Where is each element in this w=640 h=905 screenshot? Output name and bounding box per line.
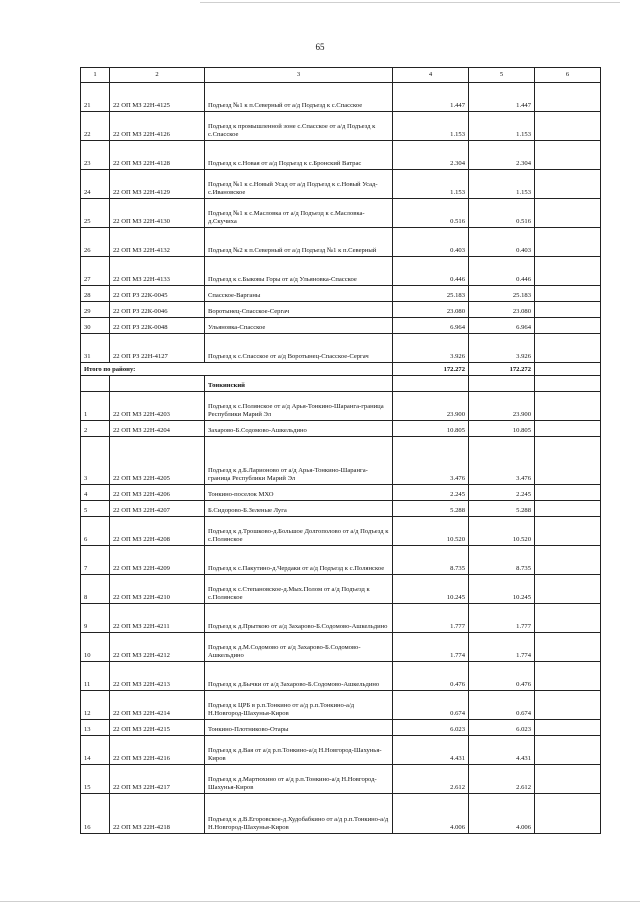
road-name-cell: Подъезд №1 к с.Масловка от а/д Подъезд к с.Масловка-д.Скучиха xyxy=(205,199,393,228)
length-cell: 5.288 xyxy=(393,501,469,517)
table-row xyxy=(81,83,601,112)
row-number-cell: 5 xyxy=(81,501,110,517)
length-cell: 0.476 xyxy=(393,662,469,691)
row-number-cell: 11 xyxy=(81,662,110,691)
road-name-cell: Подъезд к д.В.Егоровское-д.Худобабкино от а/д р.п.Тонкино-а/д Н.Новгород-Шахунья-Киров xyxy=(205,794,393,834)
length-cell: 1.447 xyxy=(393,83,469,112)
road-name-cell: Воротынец-Спасское-Сергач xyxy=(205,302,393,318)
length-cell: 0.674 xyxy=(393,691,469,720)
row-number-cell: 10 xyxy=(81,633,110,662)
road-name-cell: Подъезд к д.М.Содомово от а/д Захарово-Б.Содомово-Ашкельдино xyxy=(205,633,393,662)
note-cell xyxy=(535,392,601,421)
road-name-cell: Подъезд к промышленной зоне с.Спасское от а/д Подъезд к с.Спасское xyxy=(205,112,393,141)
length-cell: 23.080 xyxy=(393,302,469,318)
header-cell: 6 xyxy=(535,68,601,83)
row-number-cell: 7 xyxy=(81,546,110,575)
road-code-cell: 22 ОП МЗ 22Н-4217 xyxy=(110,765,205,794)
note-cell xyxy=(535,501,601,517)
note-cell xyxy=(535,318,601,334)
road-code-cell: 22 ОП МЗ 22Н-4216 xyxy=(110,736,205,765)
table-row xyxy=(81,334,601,363)
note-cell xyxy=(535,662,601,691)
table-row xyxy=(81,318,601,334)
road-code-cell: 22 ОП МЗ 22Н-4214 xyxy=(110,691,205,720)
length-total-cell: 10.805 xyxy=(469,421,535,437)
note-cell xyxy=(535,765,601,794)
row-number-cell: 14 xyxy=(81,736,110,765)
table-row xyxy=(81,765,601,794)
length-cell: 2.612 xyxy=(393,765,469,794)
table-row xyxy=(81,633,601,662)
table-row xyxy=(81,691,601,720)
road-code-cell: 22 ОП МЗ 22Н-4133 xyxy=(110,257,205,286)
note-cell xyxy=(535,257,601,286)
district-total-row xyxy=(81,363,601,376)
road-name-cell: Подъезд к с.Новая от а/д Подъезд к с.Бронский Ватрас xyxy=(205,141,393,170)
length-total-cell: 23.080 xyxy=(469,302,535,318)
road-name-cell: Подъезд к с.Быковы Горы от а/д Ульяновка-Спасское xyxy=(205,257,393,286)
road-code-cell: 22 ОП МЗ 22Н-4128 xyxy=(110,141,205,170)
table-row xyxy=(81,794,601,834)
length-cell: 10.805 xyxy=(393,421,469,437)
road-code-cell: 22 ОП МЗ 22Н-4209 xyxy=(110,546,205,575)
length-total-cell: 3.926 xyxy=(469,334,535,363)
road-code-cell: 22 ОП МЗ 22Н-4204 xyxy=(110,421,205,437)
row-number-cell: 1 xyxy=(81,392,110,421)
roads-table xyxy=(80,67,601,834)
length-total-cell: 25.183 xyxy=(469,286,535,302)
row-number-cell: 3 xyxy=(81,437,110,485)
header-cell: 2 xyxy=(110,68,205,83)
length-total-cell: 23.900 xyxy=(469,392,535,421)
empty-cell xyxy=(110,376,205,392)
length-cell: 4.006 xyxy=(393,794,469,834)
road-name-cell: Подъезд к д.Прыткою от а/д Захарово-Б.Содомово-Ашкельдино xyxy=(205,604,393,633)
row-number-cell: 28 xyxy=(81,286,110,302)
row-number-cell: 25 xyxy=(81,199,110,228)
road-name-cell: Подъезд к д.Вая от а/д р.п.Тонкино-а/д Н.Новгород-Шахунья-Киров xyxy=(205,736,393,765)
table-row xyxy=(81,662,601,691)
table-row xyxy=(81,228,601,257)
note-cell xyxy=(535,691,601,720)
table-row xyxy=(81,736,601,765)
row-number-cell: 21 xyxy=(81,83,110,112)
row-number-cell: 2 xyxy=(81,421,110,437)
length-cell: 1.153 xyxy=(393,112,469,141)
note-cell xyxy=(535,228,601,257)
note-cell xyxy=(535,485,601,501)
length-total-cell: 8.735 xyxy=(469,546,535,575)
road-name-cell: Подъезд №2 к п.Северный от а/д Подъезд №1 к п.Северный xyxy=(205,228,393,257)
row-number-cell: 22 xyxy=(81,112,110,141)
note-cell xyxy=(535,794,601,834)
road-code-cell: 22 ОП МЗ 22Н-4203 xyxy=(110,392,205,421)
length-total-cell: 0.674 xyxy=(469,691,535,720)
road-name-cell: Подъезд к с.Пакутино-д.Чердаки от а/д Подъезд к с.Полянское xyxy=(205,546,393,575)
note-cell xyxy=(535,437,601,485)
length-cell: 0.516 xyxy=(393,199,469,228)
length-cell: 6.023 xyxy=(393,720,469,736)
road-name-cell: Подъезд к д.Мартюхино от а/д р.п.Тонкино-а/д Н.Новгород-Шахунья-Киров xyxy=(205,765,393,794)
table-row xyxy=(81,257,601,286)
page-number: 65 xyxy=(315,42,325,52)
road-code-cell: 22 ОП МЗ 22Н-4213 xyxy=(110,662,205,691)
header-cell: 1 xyxy=(81,68,110,83)
length-cell: 2.304 xyxy=(393,141,469,170)
note-cell xyxy=(535,141,601,170)
note-cell xyxy=(535,199,601,228)
length-total-cell: 5.288 xyxy=(469,501,535,517)
length-total-cell: 2.304 xyxy=(469,141,535,170)
length-cell: 3.476 xyxy=(393,437,469,485)
note-cell xyxy=(535,286,601,302)
note-cell xyxy=(535,421,601,437)
length-cell: 1.774 xyxy=(393,633,469,662)
road-code-cell: 22 ОП МЗ 22Н-4132 xyxy=(110,228,205,257)
road-code-cell: 22 ОП МЗ 22Н-4125 xyxy=(110,83,205,112)
road-name-cell: Спасское-Варганы xyxy=(205,286,393,302)
header-cell: 4 xyxy=(393,68,469,83)
table-row xyxy=(81,546,601,575)
note-cell xyxy=(535,633,601,662)
length-cell: 25.183 xyxy=(393,286,469,302)
row-number-cell: 16 xyxy=(81,794,110,834)
road-code-cell: 22 ОП МЗ 22Н-4208 xyxy=(110,517,205,546)
table-row xyxy=(81,485,601,501)
road-code-cell: 22 ОП МЗ 22Н-4207 xyxy=(110,501,205,517)
table-row xyxy=(81,302,601,318)
scan-artifact-top xyxy=(200,2,620,3)
table-row xyxy=(81,501,601,517)
row-number-cell: 13 xyxy=(81,720,110,736)
note-cell xyxy=(535,720,601,736)
table-row xyxy=(81,517,601,546)
length-cell: 6.964 xyxy=(393,318,469,334)
header-cell: 3 xyxy=(205,68,393,83)
length-cell: 23.900 xyxy=(393,392,469,421)
road-name-cell: Подъезд к с.Полянское от а/д Арья-Тонкино-Шаранга-граница Республики Марий Эл xyxy=(205,392,393,421)
row-number-cell: 12 xyxy=(81,691,110,720)
row-number-cell: 24 xyxy=(81,170,110,199)
table-row xyxy=(81,286,601,302)
district-total-label: Итого по району: xyxy=(81,363,393,376)
length-cell: 0.403 xyxy=(393,228,469,257)
length-total-cell: 4.006 xyxy=(469,794,535,834)
length-cell: 8.735 xyxy=(393,546,469,575)
road-name-cell: Б.Сидорово-Б.Зеленые Луга xyxy=(205,501,393,517)
district-total-length: 172.272 xyxy=(393,363,469,376)
scan-artifact-bottom xyxy=(0,901,640,902)
row-number-cell: 31 xyxy=(81,334,110,363)
note-cell xyxy=(535,302,601,318)
table-row xyxy=(81,392,601,421)
length-total-cell: 0.476 xyxy=(469,662,535,691)
length-total-cell: 1.447 xyxy=(469,83,535,112)
length-cell: 3.926 xyxy=(393,334,469,363)
road-name-cell: Подъезд к с.Спасское от а/д Воротынец-Спасское-Сергач xyxy=(205,334,393,363)
road-name-cell: Подъезд №1 к с.Новый Усад от а/д Подъезд к с.Новый Усад-с.Ивановское xyxy=(205,170,393,199)
length-total-cell: 4.431 xyxy=(469,736,535,765)
road-code-cell: 22 ОП МЗ 22Н-4126 xyxy=(110,112,205,141)
row-number-cell: 6 xyxy=(81,517,110,546)
row-number-cell: 4 xyxy=(81,485,110,501)
road-code-cell: 22 ОП РЗ 22К-0048 xyxy=(110,318,205,334)
table-row xyxy=(81,421,601,437)
table-row xyxy=(81,199,601,228)
length-total-cell: 10.245 xyxy=(469,575,535,604)
length-total-cell: 6.023 xyxy=(469,720,535,736)
row-number-cell: 29 xyxy=(81,302,110,318)
road-code-cell: 22 ОП МЗ 22Н-4210 xyxy=(110,575,205,604)
road-code-cell: 22 ОП МЗ 22Н-4206 xyxy=(110,485,205,501)
table-row xyxy=(81,141,601,170)
note-cell xyxy=(535,170,601,199)
district-total-length-2: 172.272 xyxy=(469,363,535,376)
roads-table-body xyxy=(81,68,601,834)
length-total-cell: 3.476 xyxy=(469,437,535,485)
empty-cell xyxy=(81,376,110,392)
road-code-cell: 22 ОП МЗ 22Н-4212 xyxy=(110,633,205,662)
table-row xyxy=(81,720,601,736)
row-number-cell: 15 xyxy=(81,765,110,794)
length-total-cell: 1.153 xyxy=(469,112,535,141)
note-cell xyxy=(535,546,601,575)
road-code-cell: 22 ОП МЗ 22Н-4218 xyxy=(110,794,205,834)
length-cell: 1.153 xyxy=(393,170,469,199)
empty-cell xyxy=(393,376,469,392)
table-row xyxy=(81,604,601,633)
district-header-row xyxy=(81,376,601,392)
length-total-cell: 0.446 xyxy=(469,257,535,286)
road-code-cell: 22 ОП РЗ 22К-0046 xyxy=(110,302,205,318)
road-name-cell: Тонкино-поселок МХО xyxy=(205,485,393,501)
row-number-cell: 8 xyxy=(81,575,110,604)
length-total-cell: 0.403 xyxy=(469,228,535,257)
length-cell: 0.446 xyxy=(393,257,469,286)
length-cell: 10.245 xyxy=(393,575,469,604)
length-cell: 10.520 xyxy=(393,517,469,546)
road-name-cell: Подъезд к ЦРБ в р.п.Тонкино от а/д р.п.Тонкино-а/д Н.Новгород-Шахунья-Киров xyxy=(205,691,393,720)
row-number-cell: 26 xyxy=(81,228,110,257)
road-code-cell: 22 ОП МЗ 22Н-4211 xyxy=(110,604,205,633)
empty-cell xyxy=(535,376,601,392)
road-name-cell: Подъезд к д.Бычки от а/д Захарово-Б.Содомово-Ашкельдино xyxy=(205,662,393,691)
row-number-cell: 9 xyxy=(81,604,110,633)
road-code-cell: 22 ОП МЗ 22Н-4129 xyxy=(110,170,205,199)
road-name-cell: Захарово-Б.Содомово-Ашкельдино xyxy=(205,421,393,437)
table-header-row xyxy=(81,68,601,83)
length-cell: 4.431 xyxy=(393,736,469,765)
length-total-cell: 1.777 xyxy=(469,604,535,633)
note-cell xyxy=(535,604,601,633)
row-number-cell: 30 xyxy=(81,318,110,334)
road-code-cell: 22 ОП РЗ 22Н-4127 xyxy=(110,334,205,363)
row-number-cell: 23 xyxy=(81,141,110,170)
district-name: Тонкинский xyxy=(205,376,393,392)
length-total-cell: 1.153 xyxy=(469,170,535,199)
road-name-cell: Подъезд №1 к п.Северный от а/д Подъезд к с.Спасское xyxy=(205,83,393,112)
note-cell xyxy=(535,575,601,604)
length-total-cell: 2.245 xyxy=(469,485,535,501)
note-cell xyxy=(535,363,601,376)
table-row xyxy=(81,170,601,199)
road-name-cell: Ульяновка-Спасское xyxy=(205,318,393,334)
length-cell: 1.777 xyxy=(393,604,469,633)
empty-cell xyxy=(469,376,535,392)
length-cell: 2.245 xyxy=(393,485,469,501)
note-cell xyxy=(535,83,601,112)
table-row xyxy=(81,112,601,141)
note-cell xyxy=(535,334,601,363)
header-cell: 5 xyxy=(469,68,535,83)
road-code-cell: 22 ОП МЗ 22Н-4215 xyxy=(110,720,205,736)
row-number-cell: 27 xyxy=(81,257,110,286)
note-cell xyxy=(535,736,601,765)
road-code-cell: 22 ОП РЗ 22К-0045 xyxy=(110,286,205,302)
length-total-cell: 10.520 xyxy=(469,517,535,546)
length-total-cell: 0.516 xyxy=(469,199,535,228)
table-row xyxy=(81,437,601,485)
length-total-cell: 1.774 xyxy=(469,633,535,662)
road-name-cell: Подъезд к д.Трошково-д.Большое Долгополово от а/д Подъезд к с.Полянское xyxy=(205,517,393,546)
note-cell xyxy=(535,112,601,141)
length-total-cell: 6.964 xyxy=(469,318,535,334)
road-name-cell: Подъезд к д.Б.Ларионово от а/д Арья-Тонкино-Шаранга-граница Республики Марий Эл xyxy=(205,437,393,485)
road-name-cell: Подъезд к с.Степановское-д.Мых.Полом от а/д Подъезд к с.Полянское xyxy=(205,575,393,604)
note-cell xyxy=(535,517,601,546)
road-code-cell: 22 ОП МЗ 22Н-4130 xyxy=(110,199,205,228)
table-row xyxy=(81,575,601,604)
length-total-cell: 2.612 xyxy=(469,765,535,794)
road-code-cell: 22 ОП МЗ 22Н-4205 xyxy=(110,437,205,485)
road-name-cell: Тонкино-Плотниково-Отары xyxy=(205,720,393,736)
